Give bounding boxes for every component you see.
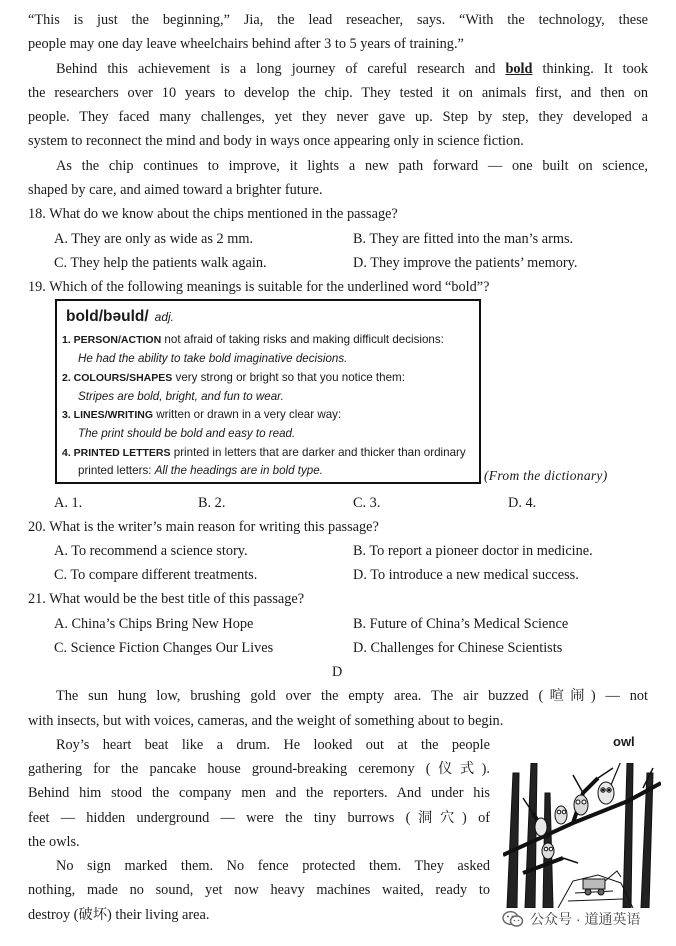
q21-option-c: C. Science Fiction Changes Our Lives [54,640,274,656]
owl-label: owl [613,734,635,749]
dict-sense-3: 3. LINES/WRITING written or drawn in a very clear way: [62,408,342,421]
passage-c-p3-line1: As the chip continues to improve, it lights a new path forward — one built on science, [56,158,648,174]
passage-c-p2-line4: system to reconnect the mind and body in ways once appearing only in science fiction. [28,133,524,149]
dict-sense-4-continued: printed letters: All the headings are in bold type. [78,464,323,477]
q19-option-b: B. 2. [198,495,226,511]
q18-option-a: A. They are only as wide as 2 mm. [54,231,254,247]
q21-option-b: B. Future of China’s Medical Science [353,616,569,632]
dictionary-entry-box [55,299,481,484]
passage-d-heading: D [332,664,343,680]
q18-option-d: D. They improve the patients’ memory. [353,255,578,271]
q19-option-a: A. 1. [54,495,83,511]
passage-d-p3-line1: No sign marked them. No fence protected them. They asked [56,858,490,874]
passage-c-p3-line2: shaped by care, and aimed toward a brighter future. [28,182,323,198]
passage-d-p2-line1: Roy’s heart beat like a drum. He looked out at the people [56,737,490,753]
q19-stem: 19. Which of the following meanings is suitable for the underlined word “bold”? [28,279,490,295]
passage-c-p2-line3: people. They faced many challenges, yet they never gave up. Step by step, they developed a [28,109,648,125]
q18-stem: 18. What do we know about the chips mentioned in the passage? [28,206,398,222]
passage-d-p2-line4: feet — hidden underground — were the tiny burrows (洞穴) of [28,810,490,826]
passage-d-p1-line2: with insects, but with voices, cameras, and the weight of something about to begin. [28,713,504,729]
dict-sense-3-example: The print should be bold and easy to read. [78,427,296,440]
wechat-icon [502,910,524,928]
q19-option-d: D. 4. [508,495,537,511]
passage-d-p2-line5: the owls. [28,834,80,850]
passage-c-p1-line2: people may one day leave wheelchairs behind after 3 to 5 years of training.” [28,36,464,52]
dict-sense-2-example: Stripes are bold, bright, and fun to wear. [78,390,284,403]
q20-option-c: C. To compare different treatments. [54,567,258,583]
passage-d-p3-line3: destroy (破坏) their living area. [28,907,210,923]
dict-headword: bold/bəuld/ adj. [66,308,175,325]
q20-option-d: D. To introduce a new medical success. [353,567,579,583]
q19-option-c: C. 3. [353,495,381,511]
dict-sense-4-example: All the headings are in bold type. [154,464,323,477]
owl-forest-illustration [503,763,661,908]
dict-sense-1: 1. PERSON/ACTION not afraid of taking risks and making difficult decisions: [62,333,444,346]
dict-sense-4: 4. PRINTED LETTERS printed in letters that are darker and thicker than ordinary [62,446,466,459]
q18-option-c: C. They help the patients walk again. [54,255,267,271]
p2-text-a: Behind this achievement is a long journey of careful research and [56,61,496,77]
q18-option-b: B. They are fitted into the man’s arms. [353,231,574,247]
passage-d-p3-line2: nothing, made no sound, yet now heavy machines waited, ready to [28,882,490,898]
dict-sense-2: 2. COLOURS/SHAPES very strong or bright so that you notice them: [62,371,405,384]
passage-c-p1-line1: “This is just the beginning,” Jia, the lead reseacher, says. “With the technology, these [28,12,648,28]
dictionary-source: (From the dictionary) [484,468,608,483]
q20-option-a: A. To recommend a science story. [54,543,248,559]
watermark-text: 公众号 · 道通英语 [530,911,641,927]
q20-option-b: B. To report a pioneer doctor in medicine. [353,543,593,559]
q21-option-a: A. China’s Chips Bring New Hope [54,616,254,632]
dict-sense-1-example: He had the ability to take bold imaginative decisions. [78,352,348,365]
passage-d-p1-line1: The sun hung low, brushing gold over the empty area. The air buzzed (喧闹) — not [56,688,648,704]
passage-c-p2-line2: the researchers over 10 years to develop the chip. They tested it on animals first, and then on [28,85,648,101]
passage-d-p2-line2: gathering for the pancake house ground-breaking ceremony (仪式). [28,761,490,777]
q20-stem: 20. What is the writer’s main reason for writing this passage? [28,519,379,535]
dict-pos: adj. [154,310,175,324]
q21-stem: 21. What would be the best title of this passage? [28,591,305,607]
passage-d-p2-line3: Behind him stood the company men and the reporters. And under his [28,785,490,801]
underlined-word-bold: bold [505,61,533,77]
q21-option-d: D. Challenges for Chinese Scientists [353,640,563,656]
passage-c-p2-line1 [56,59,648,79]
watermark [502,905,670,933]
p2-text-b: thinking. It took [542,61,648,77]
